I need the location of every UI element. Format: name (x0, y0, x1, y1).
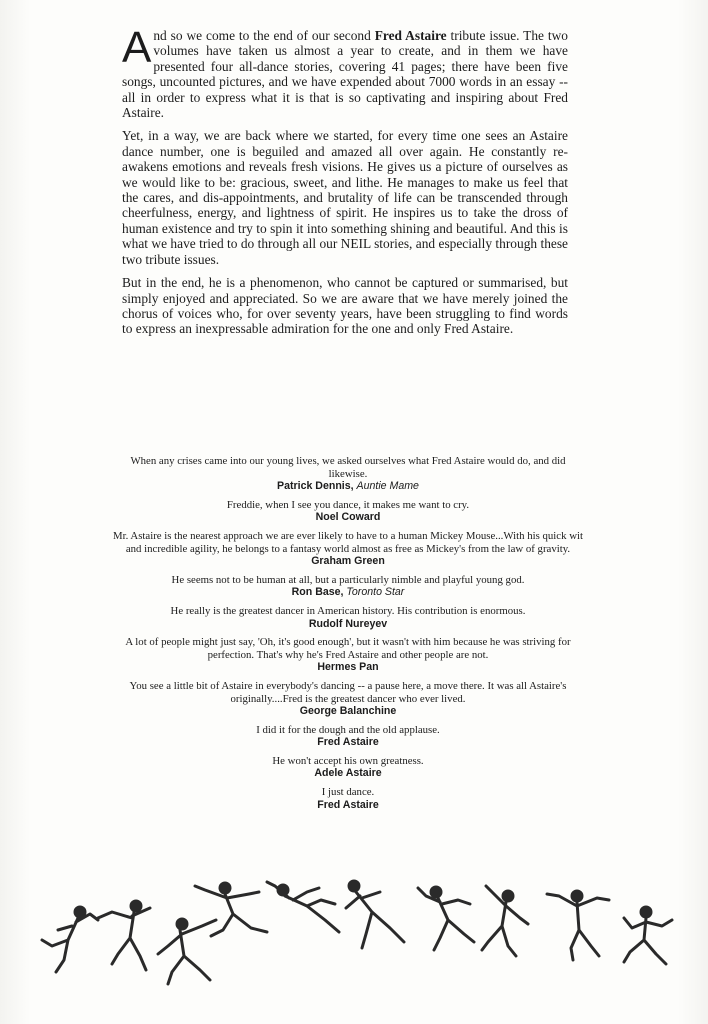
quote-item (112, 455, 584, 493)
quote-author: Patrick Dennis, Auntie Mame (277, 480, 419, 493)
quote-text: I just dance. (321, 786, 375, 799)
essay-p1-rest: tribute issue. The two volumes have taken us almost a year to create, and in them we have presented four all-dance stories, covering 41 pages; there have been five songs, uncounted pictures, and we have expended about 7000 words in an essay -- all in order to express what it is that is so captivating and inspiring about Fred Astaire. (122, 28, 569, 121)
dancer-figure-icon (42, 907, 98, 972)
quote-author: Hermes Pan (317, 661, 379, 674)
quote-text: Freddie, when I see you dance, it makes me want to cry. (226, 498, 470, 511)
quote-author: Rudolf Nureyev (308, 617, 388, 630)
drop-cap: A (122, 23, 152, 72)
dancer-figure-icon (624, 907, 672, 964)
quote-item (112, 680, 584, 718)
dancer-figure-icon (418, 887, 474, 950)
dancer-figure-icon (547, 891, 609, 960)
essay-paragraph-2: Yet, in a way, we are back where we started, for every time one sees an Astaire dance number, one is beguiled and amazed all over again. He constantly re-awakens emotions and reveals fresh visions. He gives us a picture of ourselves as we would like to be: gracious, sweet, and lithe. He manages to make us feel that the cares, and dis-appointments, and brutality of life can be transcended through cheerfulness, energy, and lightness of spirit. He inspires us to take the dross of human existence and try to spin it into something shining and beautiful. And this is what we have tried to do through all our NEIL stories, and especially through these two tribute issues. (122, 128, 568, 267)
quote-text: You see a little bit of Astaire in everybody's dancing -- a pause here, a move there. It was all Astaire's originally....Fred is the greatest dancer who ever lived. (129, 679, 567, 705)
quote-item (112, 636, 584, 674)
quote-text: When any crises came into our young lives, we asked ourselves what Fred Astaire would do, and did likewise. (130, 455, 566, 480)
quotes-list (112, 455, 584, 817)
quote-text: He won't accept his own greatness. (272, 754, 424, 767)
quote-source: Auntie Mame (356, 480, 419, 493)
quote-author: Fred Astaire (317, 736, 379, 749)
quote-item (112, 574, 584, 599)
dancer-figure-icon (195, 883, 267, 936)
dancer-figure-icon (346, 881, 404, 948)
quote-item (112, 499, 584, 524)
quote-text: A lot of people might just say, 'Oh, it's good enough', but it wasn't with him because he was striving for perfection. That's why he's Fred Astaire and other people are not. (125, 636, 571, 661)
dancer-figure-icon (482, 886, 528, 956)
quote-item (112, 724, 584, 749)
quote-item (112, 786, 584, 811)
tribute-essay (122, 23, 569, 345)
quote-author: Noel Coward (315, 511, 381, 524)
essay-paragraph-1 (122, 23, 569, 121)
dancer-strip (18, 870, 690, 990)
quote-item (112, 530, 584, 568)
dancer-figure-icon (267, 882, 339, 932)
essay-p1-bold: Fred Astaire (374, 28, 447, 43)
quote-author: George Balanchine (299, 705, 397, 718)
quote-author: Graham Green (311, 555, 385, 568)
quote-text: Mr. Astaire is the nearest approach we are ever likely to have to a human Mickey Mouse...With his quick wit and incredible agility, he belongs to a fantasy world almost as free as Mickey's from the law of gravity. (113, 529, 583, 555)
dancer-silhouettes-icon (18, 870, 690, 990)
dancer-figure-icon (158, 919, 216, 984)
quote-author: Fred Astaire (317, 798, 379, 811)
dancer-figure-icon (98, 901, 150, 970)
quote-author: Ron Base, Toronto Star (291, 586, 405, 599)
essay-paragraph-3: But in the end, he is a phenomenon, who cannot be captured or summarised, but simply enjoyed and appreciated. So we are aware that we have merely joined the chorus of voices who, for over seventy years, have been struggling to find words to express an inexpressable admiration for the one and only Fred Astaire. (122, 275, 568, 337)
quote-text: He seems not to be human at all, but a particularly nimble and playful young god. (171, 573, 525, 586)
quote-item (112, 605, 584, 630)
quote-author: Adele Astaire (314, 767, 382, 780)
quote-text: I did it for the dough and the old applause. (256, 723, 440, 736)
quote-source: Toronto Star (346, 586, 405, 599)
quote-text: He really is the greatest dancer in American history. His contribution is enormous. (170, 604, 526, 617)
quote-item (112, 755, 584, 780)
essay-p1-start: nd so we come to the end of our second (153, 28, 375, 43)
